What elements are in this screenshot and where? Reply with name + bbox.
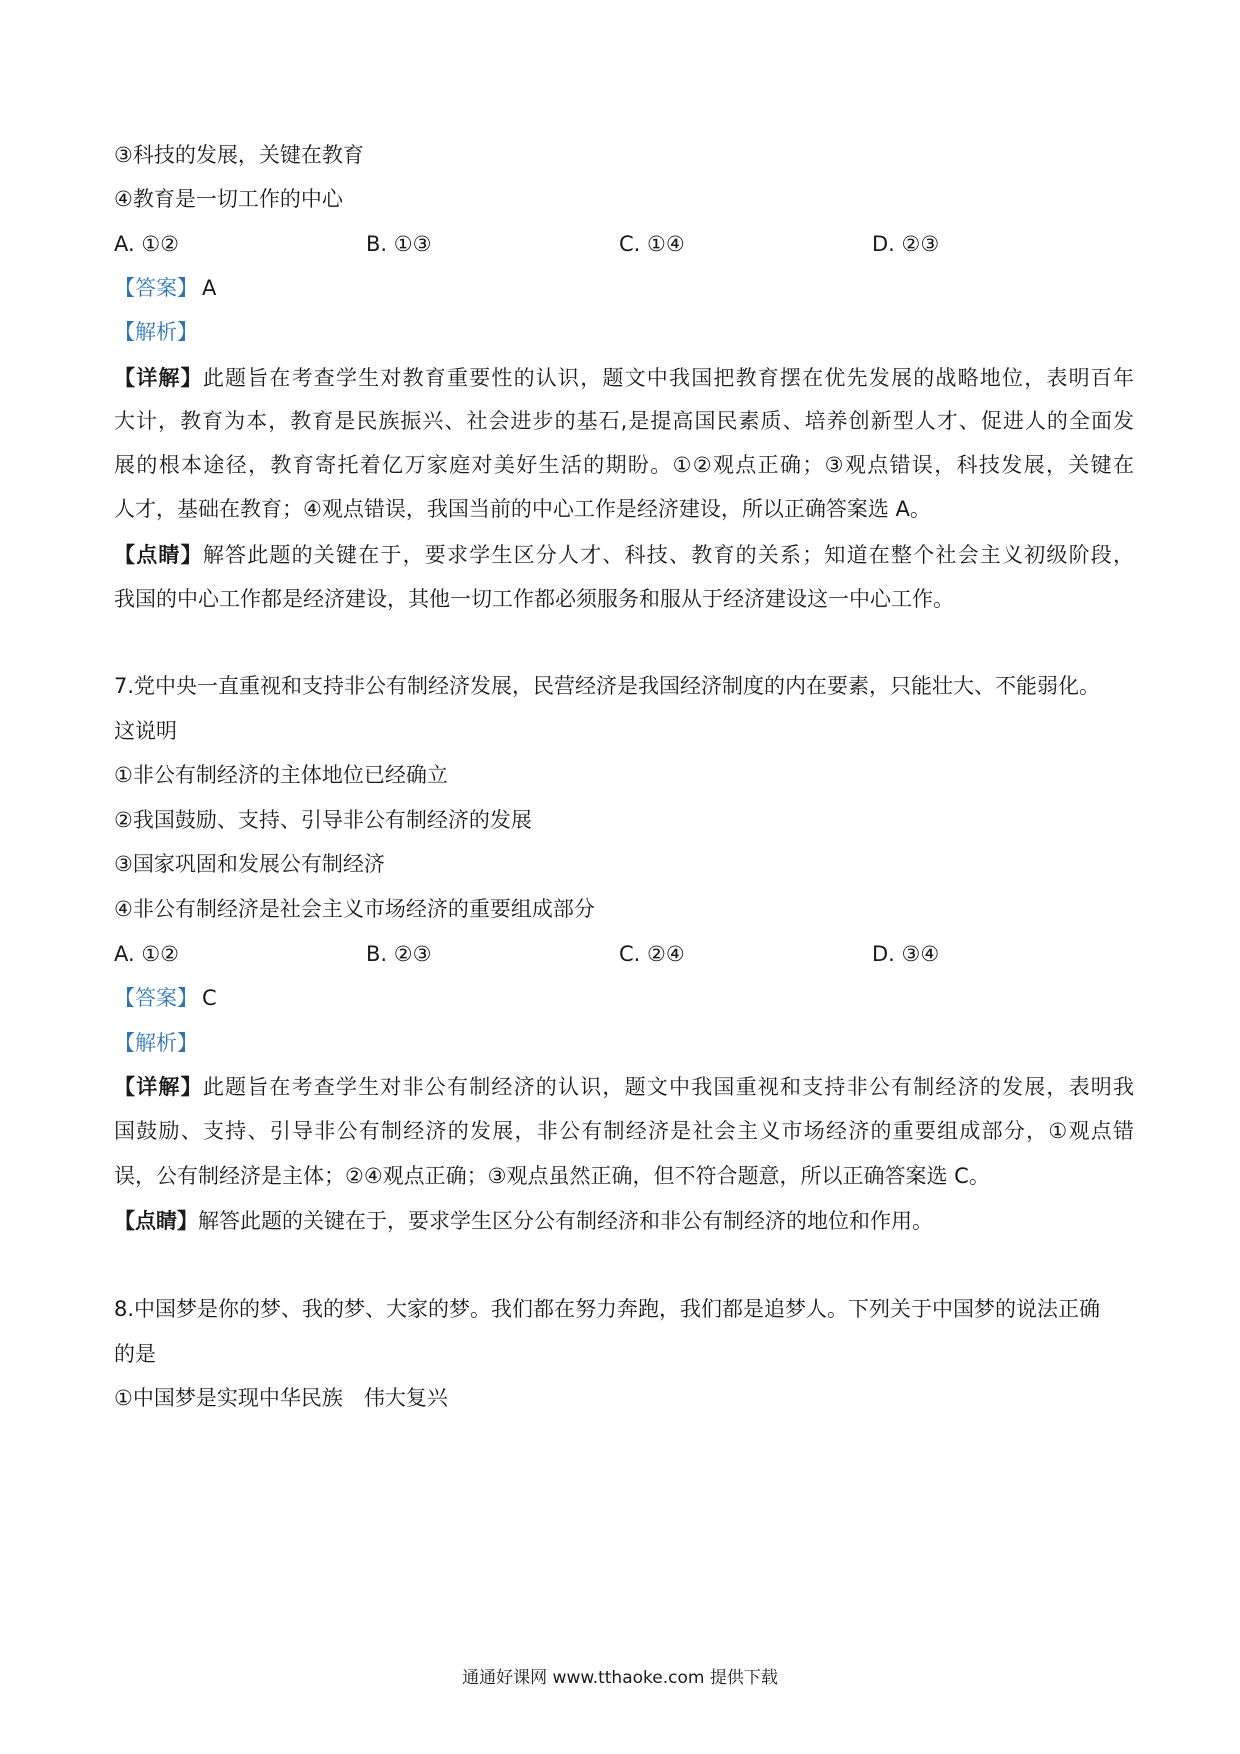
q7-tip-line-1 (114, 1206, 1134, 1236)
q8-option-1: ①中国梦是实现中华民族 伟大复兴 (114, 1386, 448, 1410)
answer-value: A (202, 276, 217, 300)
q7-choice-d: D. ③④ (872, 942, 940, 966)
q6-choice-b: B. ①③ (366, 232, 432, 256)
q7-option-4: ④非公有制经济是社会主义市场经济的重要组成部分 (114, 897, 595, 921)
q7-option-2: ②我国鼓励、支持、引导非公有制经济的发展 (114, 808, 532, 832)
tip-label: 【点睛】 (114, 1209, 198, 1233)
detail-label: 【详解】 (114, 1075, 203, 1099)
q7-detail-line-1 (114, 1072, 1134, 1102)
q6-detail-line-2: 大计，教育为本，教育是民族振兴、社会进步的基石,是提高国民素质、培养创新型人才、促进人的全面发 (114, 409, 1134, 433)
answer-label: 【答案】 (114, 986, 198, 1010)
q6-detail-line-3: 展的根本途径，教育寄托着亿万家庭对美好生活的期盼。①②观点正确；③观点错误，科技发展，关键在 (114, 453, 1134, 477)
detail-text: 此题旨在考查学生对教育重要性的认识，题文中我国把教育摆在优先发展的战略地位，表明百年 (202, 366, 1135, 390)
answer-label: 【答案】 (114, 276, 198, 300)
q7-choice-c: C. ②④ (619, 942, 685, 966)
tip-text: 解答此题的关键在于，要求学生区分公有制经济和非公有制经济的地位和作用。 (198, 1209, 933, 1233)
q8-stem-line-1: 8.中国梦是你的梦、我的梦、大家的梦。我们都在努力奔跑，我们都是追梦人。下列关于中国梦的说法正确 (114, 1297, 1101, 1321)
q7-choices (114, 939, 1134, 969)
q6-option-4: ④教育是一切工作的中心 (114, 187, 343, 211)
tip-text: 解答此题的关键在于，要求学生区分人才、科技、教育的关系；知道在整个社会主义初级阶段， (202, 543, 1135, 567)
q6-analysis-label: 【解析】 (114, 320, 198, 344)
q6-choice-c: C. ①④ (619, 232, 685, 256)
page-footer: 通通好课网 www.tthaoke.com 提供下载 (462, 1668, 778, 1688)
tip-label: 【点睛】 (114, 543, 203, 567)
q7-choice-a: A. ①② (114, 942, 179, 966)
q7-option-3: ③国家巩固和发展公有制经济 (114, 852, 385, 876)
q6-detail-line-4: 人才，基础在教育；④观点错误，我国当前的中心工作是经济建设，所以正确答案选 A。 (114, 497, 931, 521)
q7-choice-b: B. ②③ (366, 942, 432, 966)
q8-stem-line-2: 的是 (114, 1342, 156, 1366)
q7-analysis-label: 【解析】 (114, 1031, 198, 1055)
q6-choice-a: A. ①② (114, 232, 179, 256)
q7-detail-line-2: 国鼓励、支持、引导非公有制经济的发展，非公有制经济是社会主义市场经济的重要组成部分，①观点错 (114, 1119, 1134, 1143)
detail-text: 此题旨在考查学生对非公有制经济的认识，题文中我国重视和支持非公有制经济的发展，表明我 (202, 1075, 1135, 1099)
q6-choice-d: D. ②③ (872, 232, 940, 256)
q7-option-1: ①非公有制经济的主体地位已经确立 (114, 763, 448, 787)
q7-stem-line-2: 这说明 (114, 719, 177, 743)
q6-detail-line-1 (114, 363, 1134, 393)
q6-choices (114, 229, 1134, 259)
q7-stem-line-1: 7.党中央一直重视和支持非公有制经济发展，民营经济是我国经济制度的内在要素，只能壮大、不能弱化。 (114, 674, 1101, 698)
q7-answer (114, 983, 1134, 1013)
q6-answer (114, 273, 1134, 303)
q7-detail-line-3: 误，公有制经济是主体；②④观点正确；③观点虽然正确，但不符合题意，所以正确答案选 C。 (114, 1164, 990, 1188)
answer-value: C (202, 986, 217, 1010)
detail-label: 【详解】 (114, 366, 203, 390)
q6-tip-line-1 (114, 540, 1134, 570)
q6-tip-line-2: 我国的中心工作都是经济建设，其他一切工作都必须服务和服从于经济建设这一中心工作。 (114, 587, 954, 611)
q6-option-3: ③科技的发展，关键在教育 (114, 143, 364, 167)
